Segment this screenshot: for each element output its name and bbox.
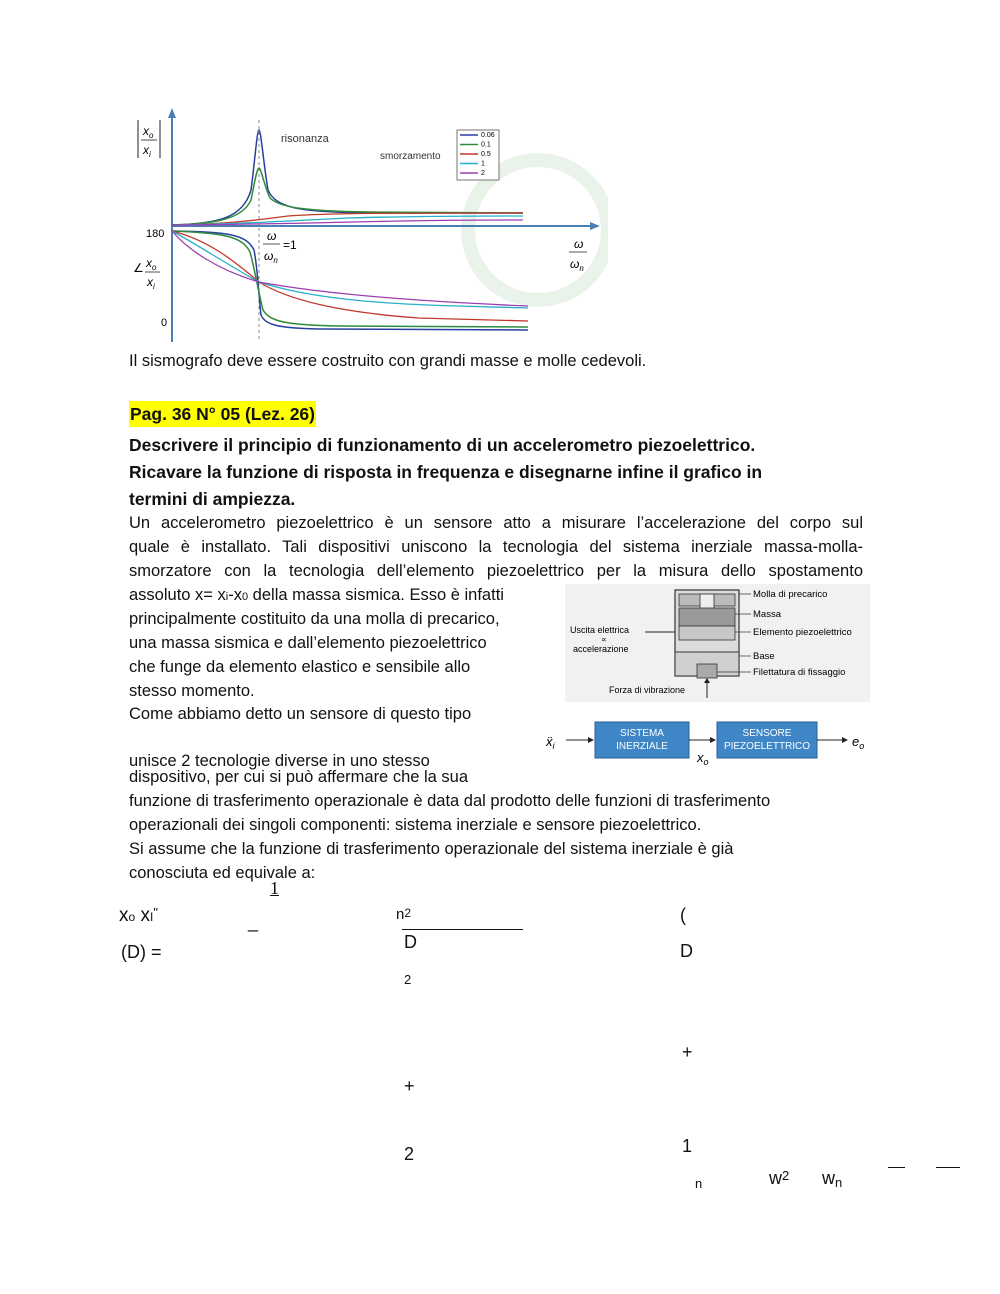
eq-one-top: 1 [270,878,279,898]
phase-ratio-denominator: $x_i$ [147,275,155,291]
legend-label: 0.5 [481,151,491,158]
block-inertial-line-1: SISTEMA [620,728,664,739]
paragraph-line-3: smorzatore con la tecnologia dell’elemento piezoelettrico per la misura dello spostamento [129,562,863,580]
legend-label: 2 [481,170,485,177]
damping-label: smorzamento [380,151,441,162]
question-line-3: termini di ampiezza. [129,489,296,509]
tick-0: 0 [161,317,168,329]
watermark-shape [468,160,608,300]
eq-n2: $n^2$ [396,906,412,923]
paragraph-narrow-line-7: unisce 2 tecnologie diverse in uno stesso [129,752,430,770]
eq-fraction-bar [402,929,523,930]
accelerometer-diagram [565,584,870,702]
resonance-label: risonanza [281,133,329,145]
paragraph-line-2: quale è installato. Tali dispositivi uniscono la tecnologia del sistema inerziale massa-molla- [129,538,863,556]
legend-label: 0.06 [481,132,495,139]
label-output-1: Uscita elettrica [570,625,630,635]
eq-bar-long [936,1167,960,1168]
paragraph-narrow-line-3: una massa sismica e dall’elemento piezoelettrico [129,634,487,652]
xaxis-omega-denominator: $\omega_n$ [570,257,584,273]
eq-n-sub: n [695,1176,703,1191]
eq-plus-2: + [682,1042,693,1062]
paragraph-narrow-line-2: principalmente costituito da una molla di precarico, [129,610,500,628]
phase-ratio-numerator: $x_o$ [146,256,157,272]
paragraph-narrow-line-5: stesso momento. [129,682,255,700]
tick-180: 180 [146,228,165,240]
paragraph-line-1: Un accelerometro piezoelettrico è un sensore atto a misurare l’accelerazione del corpo sul [129,514,863,532]
block-arrow-mid-head [710,737,716,743]
paragraph-tail-line-2: operazionali dei singoli componenti: sistema inerziale e sensore piezoelettrico. [129,816,702,834]
label-output-2: ∝ [601,635,607,644]
eq-plus-1: + [404,1076,415,1096]
label-preload-spring: Molla di precarico [753,589,828,600]
paragraph-tail-line-4: conosciuta ed equivale a: [129,864,316,882]
section-reference: Pag. 36 N° 05 (Lez. 26) [129,401,316,427]
label-mass: Massa [753,609,781,620]
question-line-2: Ricavare la funzione di risposta in frequenza e disegnarne infine il grafico in [129,462,763,482]
eq-two-sub: 2 [404,972,412,987]
figure-caption: Il sismografo deve essere costruito con grandi masse e molle cedevoli. [129,352,647,370]
block-input-label: ẍ$_i$ [546,734,555,751]
eq-d-right: D [680,941,693,961]
label-piezo: Elemento piezoelettrico [753,627,852,638]
block-arrow-out-head [842,737,848,743]
block-piezo-line-1: SENSORE [742,728,792,739]
ratio-numerator: $x_o$ [143,124,154,140]
label-force: Forza di vibrazione [609,685,686,695]
question-line-1: Descrivere il principio di funzionamento di un accelerometro piezoelettrico. [129,435,756,455]
legend-label: 1 [481,160,485,168]
eq-two: 2 [404,1144,415,1164]
omega-eq-numerator: ω [267,229,277,243]
omega-eq-rhs: =1 [283,238,297,252]
block-mid-label: $x_o$ [697,750,709,767]
block-diagram [540,718,870,770]
paragraph-tail-line-1: funzione di trasferimento operazionale è data dal prodotto delle funzioni di trasferimento [129,792,771,810]
legend-label: 0.1 [481,141,491,149]
block-piezo-line-2: PIEZOELETTRICO [723,741,811,752]
eq-dash: _ [248,912,259,932]
xaxis-omega-numerator: ω [574,237,584,251]
paragraph-narrow-line-1: assoluto x= xi-x0 della massa sismica. Esso è infatti [129,586,504,604]
block-output-label: $e_o$ [852,734,865,751]
paragraph-tail-line-3: Si assume che la funzione di trasferimento operazionale del sistema inerziale è già [129,840,734,858]
threaded-mount [697,664,717,678]
block-arrow-in-head [588,737,594,743]
label-output-3: accelerazione [573,644,629,654]
paragraph-narrow-line-6: Come abbiamo detto un sensore di questo tipo [129,705,472,723]
frequency-response-figure [118,100,608,348]
y-axis-arrow [168,108,176,118]
x-axis-arrow [590,222,600,230]
block-inertial-line-2: INERZIALE [616,741,668,752]
eq-one-right: 1 [682,1136,693,1156]
paragraph-narrow-line-4: che funge da elemento elastico e sensibile allo [129,658,471,676]
piezo-element [679,626,735,640]
eq-w2: $w^2$ [769,1168,790,1188]
eq-lhs-d: (D) = [121,942,162,962]
omega-eq-denominator: $\omega_n$ [264,249,278,265]
label-base: Base [753,651,775,662]
eq-lhs: xo xI" [119,905,158,926]
seismic-mass [679,608,735,626]
ratio-denominator: $x_i$ [143,143,151,159]
phase-angle-symbol: ∠ [133,261,144,275]
eq-wn: wn [822,1168,843,1190]
label-thread: Filettatura di fissaggio [753,667,846,678]
paragraph-narrow-line-8: dispositivo, per cui si può affermare che la sua [129,768,469,786]
eq-d-mid: D [404,932,417,952]
eq-paren: ( [680,905,686,925]
eq-bar-short [888,1167,905,1168]
